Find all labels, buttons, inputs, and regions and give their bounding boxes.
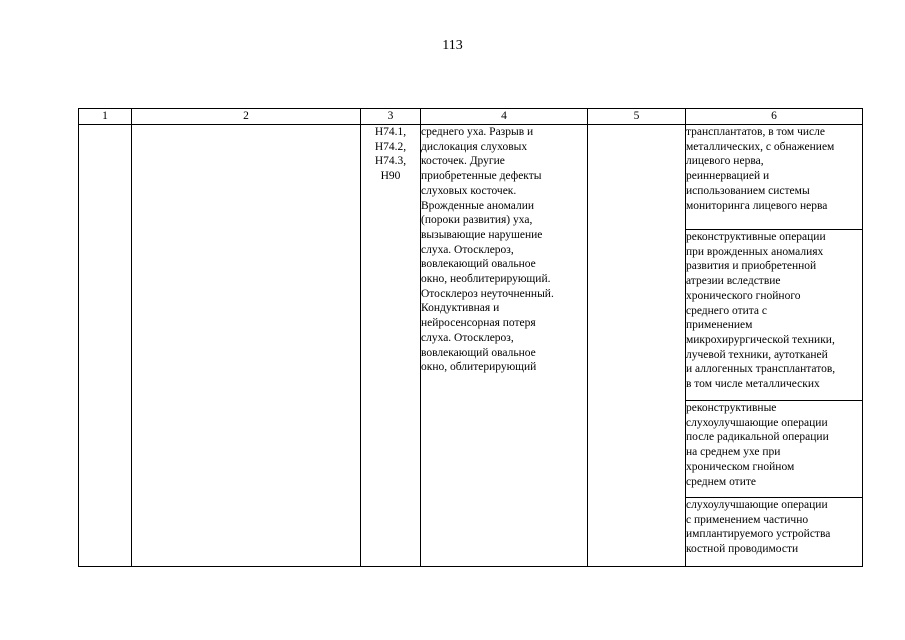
treatment-cell-2: [686, 230, 863, 401]
treatment-line: использованием системы: [686, 184, 810, 197]
header-row: [79, 109, 863, 125]
treatment-line: хронического гнойного: [686, 289, 801, 302]
treatment-line: мониторинга лицевого нерва: [686, 199, 828, 212]
diagnosis-line: вовлекающий овальное: [421, 346, 536, 359]
treatment-line: микрохирургической техники,: [686, 333, 835, 346]
treatment-line: применением: [686, 319, 753, 332]
diagnosis-line: вовлекающий овальное: [421, 258, 536, 271]
diagnosis-line: среднего уха. Разрыв и: [421, 126, 534, 138]
treatment-line: атрезии вследствие: [686, 275, 781, 288]
diagnosis-line: слуховых косточек.: [421, 184, 517, 197]
icd-code: H90: [380, 170, 401, 183]
table-row: [79, 125, 863, 230]
treatment-line: лучевой техники, аутотканей: [686, 348, 828, 361]
diagnosis-line: слуха. Отосклероз,: [421, 243, 514, 256]
treatment-cell-1: [686, 125, 863, 230]
treatment-line: среднего отита с: [686, 304, 767, 317]
treatment-line: реконструктивные операции: [686, 231, 826, 243]
diagnosis-line: Кондуктивная и: [421, 302, 500, 315]
medical-procedures-table: [78, 108, 863, 567]
header-col-2: 2: [132, 109, 361, 125]
treatment-line: слухоулучшающие операции: [686, 416, 828, 429]
diagnosis-line: косточек. Другие: [421, 155, 505, 168]
header-col-6: 6: [686, 109, 863, 125]
treatment-line: хроническом гнойном: [686, 460, 795, 473]
treatment-line: лицевого нерва,: [686, 155, 764, 168]
treatment-line: с применением частично: [686, 513, 809, 526]
header-col-4: 4: [421, 109, 588, 125]
diagnosis-line: Врожденные аномалии: [421, 199, 535, 212]
diagnosis-line: окно, облитерирующий: [421, 361, 537, 374]
header-col-1: 1: [79, 109, 132, 125]
cell-col-5: [588, 125, 686, 567]
treatment-line: после радикальной операции: [686, 431, 829, 444]
treatment-line: среднем отите: [686, 475, 756, 488]
treatment-line: реиннервацией и: [686, 170, 770, 183]
cell-col-2: [132, 125, 361, 567]
treatment-line: и аллогенных трансплантатов,: [686, 363, 836, 376]
treatment-line: развития и приобретенной: [686, 260, 817, 273]
diagnosis-line: дислокация слуховых: [421, 140, 528, 153]
icd-code: H74.1,: [374, 126, 407, 138]
treatment-line: на среднем ухе при: [686, 446, 781, 459]
treatment-line: при врожденных аномалиях: [686, 245, 824, 258]
page-number: 113: [442, 38, 463, 53]
treatment-line: в том числе металлических: [686, 378, 820, 391]
header-col-3: 3: [361, 109, 421, 125]
icd-codes-cell: [361, 125, 421, 567]
diagnosis-line: Отосклероз неуточненный.: [421, 287, 554, 300]
diagnosis-line: приобретенные дефекты: [421, 170, 542, 183]
treatment-line: металлических, с обнажением: [686, 140, 835, 153]
treatment-cell-3: [686, 401, 863, 498]
treatment-line: имплантируемого устройства: [686, 528, 831, 541]
treatment-line: костной проводимости: [686, 543, 799, 556]
treatment-cell-4: [686, 498, 863, 567]
treatment-line: реконструктивные: [686, 402, 777, 414]
icd-code: H74.2,: [374, 140, 407, 153]
diagnosis-line: окно, необлитерирующий.: [421, 273, 551, 286]
diagnosis-line: слуха. Отосклероз,: [421, 331, 514, 344]
diagnosis-line: (пороки развития) уха,: [421, 214, 533, 227]
cell-col-1: [79, 125, 132, 567]
diagnosis-line: вызывающие нарушение: [421, 228, 543, 241]
treatment-line: слухоулучшающие операции: [686, 499, 828, 511]
header-col-5: 5: [588, 109, 686, 125]
diagnosis-cell: [421, 125, 588, 567]
treatment-line: трансплантатов, в том числе: [686, 126, 825, 138]
icd-code: H74.3,: [374, 155, 407, 168]
diagnosis-line: нейросенсорная потеря: [421, 317, 536, 330]
